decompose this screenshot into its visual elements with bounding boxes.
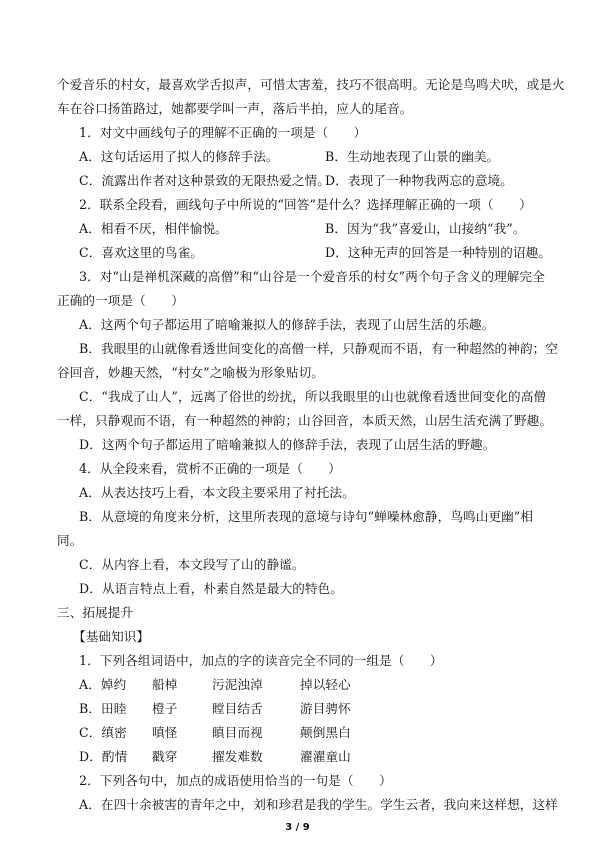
q1-option-a: A．这句话运用了拟人的修辞手法。 bbox=[79, 149, 279, 164]
intro-line-1: 个爱音乐的村女，最喜欢学舌拟声，可惜太害羞，技巧不很高明。无论是鸟鸣犬吠，或是火 bbox=[57, 77, 565, 92]
q2-option-b: B．因为“我”喜爱山，山接纳“我”。 bbox=[325, 221, 526, 236]
e1-row-d-item-4: 濯濯童山 bbox=[300, 749, 351, 764]
e1-row-d-item-1: D．酌情 bbox=[79, 749, 128, 764]
q3-option-c-line-1: C．“我成了山人”，远离了俗世的纷扰，所以我眼里的山也就像看透世间变化的高僧 bbox=[79, 389, 547, 404]
q2-option-d: D．这种无声的回答是一种特别的诏趣。 bbox=[325, 245, 551, 260]
e1-stem: 1．下列各组词语中，加点的字的读音完全不同的一组是（ ） bbox=[79, 653, 443, 668]
e1-row-a-item-1: A．婥约 bbox=[79, 677, 127, 692]
q2-option-a: A．相看不厌，相伴愉悦。 bbox=[79, 221, 228, 236]
e1-row-c-item-4: 颠倒黑白 bbox=[300, 725, 351, 740]
q1-option-d: D．表现了一种物我两忘的意境。 bbox=[325, 173, 513, 188]
e1-row-b-item-3: 瞠目结舌 bbox=[212, 701, 263, 716]
q2-stem: 2．联系全段看，画线句子中所说的“回答”是什么？选择理解正确的一项（ ） bbox=[79, 197, 532, 212]
e1-row-c-item-2: 嗔怪 bbox=[152, 725, 178, 740]
q3-option-c-line-2: 一样，只静观而不语，有一种超然的神韵；山谷回音，本质天然，山居生活充满了野趣。 bbox=[57, 413, 553, 428]
e1-row-a-item-3: 污泥浊淖 bbox=[212, 677, 263, 692]
e1-row-d-item-2: 戳穿 bbox=[152, 749, 178, 764]
q1-option-c: C．流露出作者对这种景致的无限热爱之情。 bbox=[79, 173, 330, 188]
q4-option-d: D．从语言特点上看，朴素自然是最大的特色。 bbox=[79, 581, 344, 596]
q3-option-a: A．这两个句子都运用了暗喻兼拟人的修辞手法，表现了山居生活的乐趣。 bbox=[79, 317, 495, 332]
q3-option-b-line-1: B．我眼里的山就像看透世间变化的高僧一样，只静观而不语，有一种超然的神韵；空 bbox=[79, 341, 559, 356]
q2-option-c: C．喜欢这里的鸟雀。 bbox=[79, 245, 203, 260]
intro-line-2: 车在谷口扬笛路过，她都要学叫一声，落后半拍，应人的尾音。 bbox=[57, 101, 413, 116]
section-subtitle: 【基础知识】 bbox=[73, 629, 150, 644]
q1-option-b: B．生动地表现了山景的幽美。 bbox=[325, 149, 500, 164]
q3-option-d: D．这两个句子都运用了暗喻兼拟人的修辞手法，表现了山居生活的野趣。 bbox=[79, 437, 496, 452]
q1-stem: 1．对文中画线句子的理解不正确的一项是（ ） bbox=[79, 125, 367, 140]
q4-stem: 4．从全段来看，赏析不正确的一项是（ ） bbox=[79, 461, 341, 476]
e2-option-a: A．在四十余被害的青年之中，刘和珍君是我的学生。学生云者，我向来这样想，这样 bbox=[79, 797, 558, 812]
e1-row-c-item-3: 瞋目而视 bbox=[212, 725, 263, 740]
e1-row-b-item-1: B．田睦 bbox=[79, 701, 127, 716]
section-title: 三、拓展提升 bbox=[57, 605, 134, 620]
e1-row-b-item-4: 游目骋怀 bbox=[300, 701, 351, 716]
e1-row-a-item-2: 船棹 bbox=[152, 677, 178, 692]
e1-row-c-item-1: C．缜密 bbox=[79, 725, 127, 740]
q3-stem-line-2: 正确的一项是（ ） bbox=[57, 293, 184, 308]
page-number: 3 / 9 bbox=[285, 822, 310, 833]
e1-row-b-item-2: 橙子 bbox=[152, 701, 178, 716]
e1-row-d-item-3: 擢发难数 bbox=[212, 749, 263, 764]
q2-options-row-1 bbox=[79, 221, 547, 237]
q1-options-row-2 bbox=[79, 173, 547, 189]
q4-option-b-line-1: B．从意境的角度来分析，这里所表现的意境与诗句“蝉噪林愈静，鸟鸣山更幽”相 bbox=[79, 509, 534, 524]
q4-option-c: C．从内容上看，本文段写了山的静谧。 bbox=[79, 557, 305, 572]
q1-options-row-1 bbox=[79, 149, 547, 165]
e1-row-a-item-4: 掉以轻心 bbox=[300, 677, 351, 692]
q3-stem-line-1: 3．对“山是禅机深藏的高僧”和“山谷是一个爱音乐的村女”两个句子含义的理解完全 bbox=[79, 269, 545, 284]
q3-option-b-line-2: 谷回音，妙趣天然，“村女”之喻极为形象贴切。 bbox=[57, 365, 324, 380]
e2-stem: 2．下列各句中，加点的成语使用恰当的一句是（ ） bbox=[79, 773, 392, 788]
q4-option-a: A．从表达技巧上看，本文段主要采用了衬托法。 bbox=[79, 485, 355, 500]
q4-option-b-line-2: 同。 bbox=[57, 533, 83, 548]
q2-options-row-2 bbox=[79, 245, 551, 261]
